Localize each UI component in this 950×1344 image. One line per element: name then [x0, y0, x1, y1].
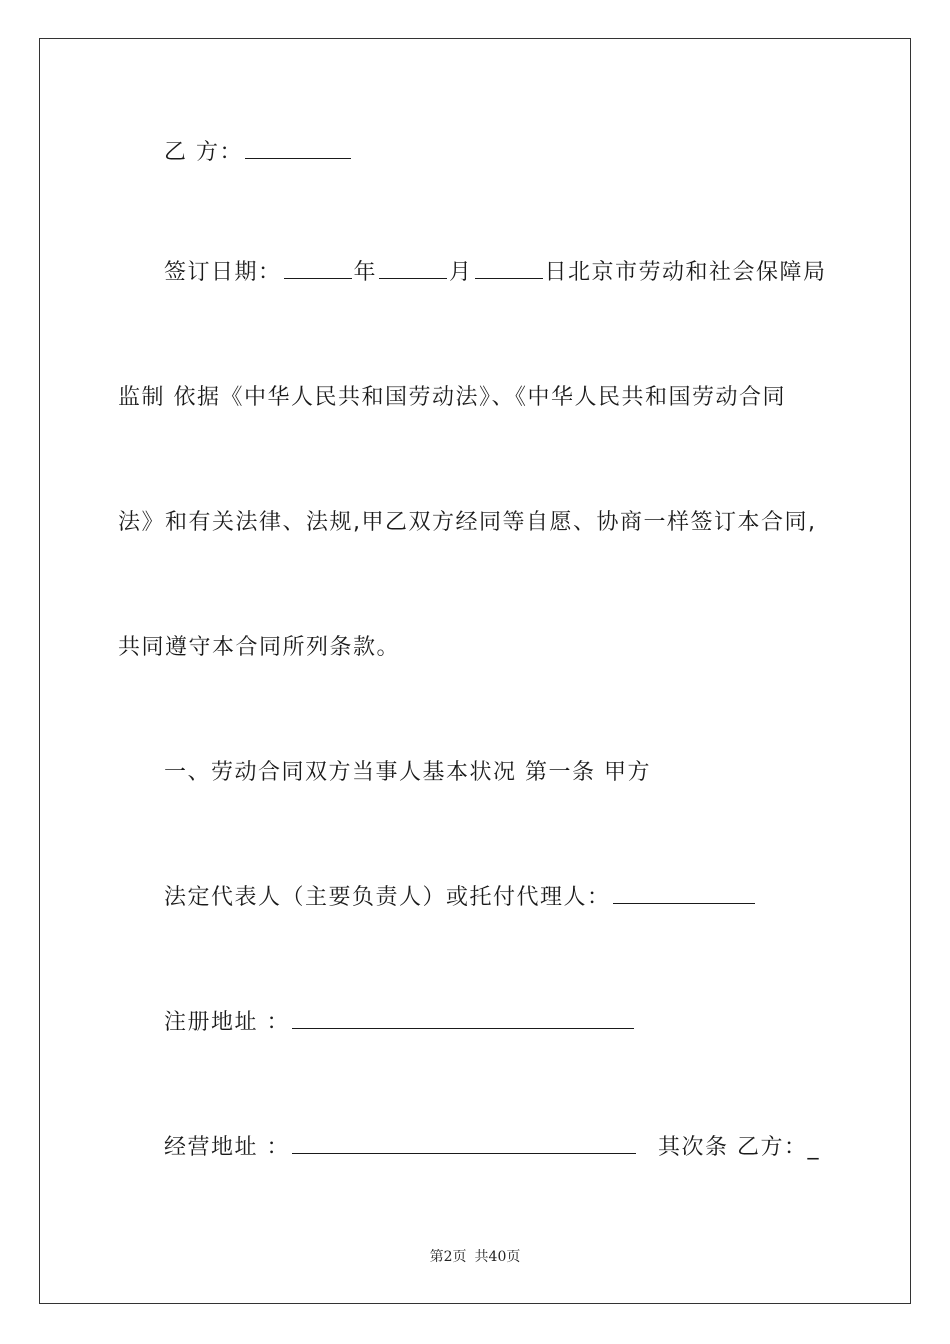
- biz-address-blank: [292, 1133, 636, 1154]
- paragraph-line-3: 共同遵守本合同所列条款。: [118, 635, 401, 660]
- legal-rep-line: [164, 883, 757, 913]
- paragraph-line-1: 监制 依据《中华人民共和国劳动法》、《中华人民共和国劳动合同: [118, 385, 786, 410]
- page-total: 共40页: [474, 1249, 521, 1265]
- page-border: [39, 38, 911, 1304]
- reg-address-line: [164, 1008, 636, 1038]
- party-b-line: [164, 138, 353, 168]
- section-heading: 一、劳动合同双方当事人基本状况 第一条 甲方: [164, 760, 651, 785]
- sign-date-line: [164, 258, 827, 288]
- month-label: 月: [449, 260, 473, 285]
- biz-address-label: 经营地址 ：: [164, 1135, 290, 1160]
- day-blank: [475, 258, 543, 279]
- day-and-supervisor: 日北京市劳动和社会保障局: [544, 260, 827, 285]
- year-blank: [284, 258, 352, 279]
- reg-address-label: 注册地址 ：: [164, 1010, 290, 1035]
- legal-rep-label: 法定代表人（主要负责人）或托付代理人：: [164, 885, 611, 910]
- article2-label: 其次条 乙方：_: [658, 1135, 820, 1160]
- reg-address-blank: [292, 1008, 634, 1029]
- legal-rep-blank: [613, 883, 755, 904]
- month-blank: [379, 258, 447, 279]
- party-b-label: 乙 方：: [164, 140, 243, 165]
- paragraph-line-2: 法》和有关法律、法规,甲乙双方经同等自愿、协商一样签订本合同,: [118, 510, 817, 535]
- party-b-blank: [245, 138, 351, 159]
- page-current: 第2页: [429, 1249, 467, 1265]
- sign-date-label: 签订日期：: [164, 260, 282, 285]
- year-label: 年: [353, 260, 378, 285]
- biz-address-line: [164, 1133, 820, 1163]
- page-footer: [0, 1246, 950, 1266]
